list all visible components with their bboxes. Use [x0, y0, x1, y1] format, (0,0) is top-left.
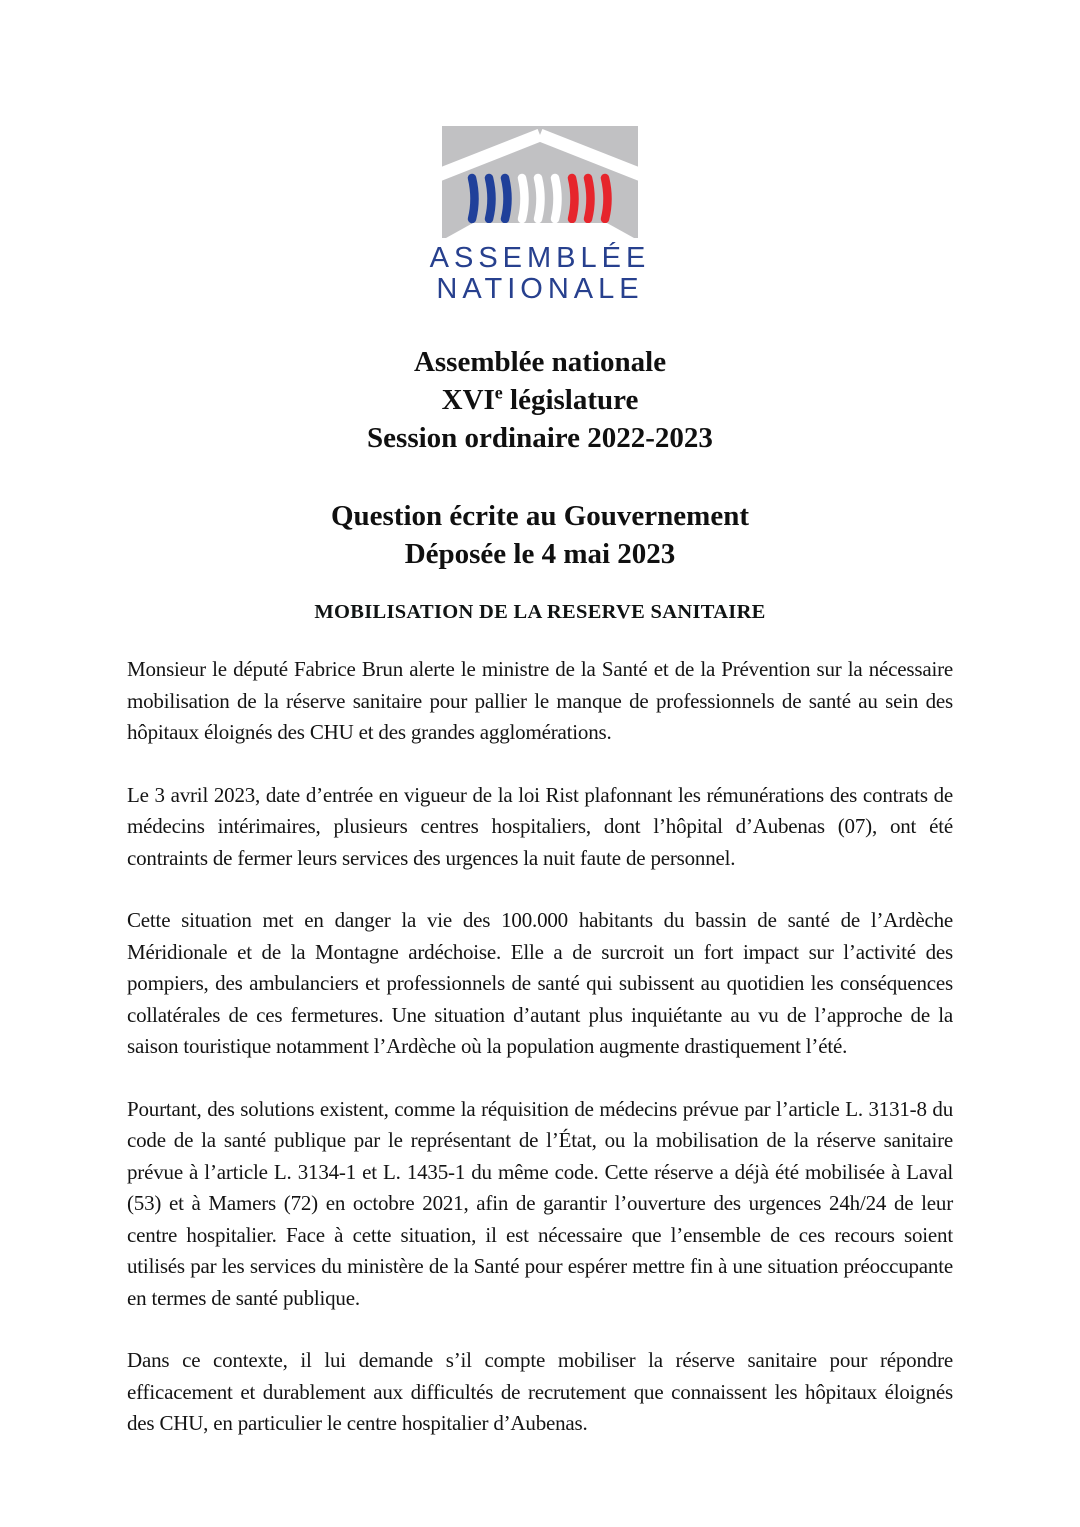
logo-wordmark — [0, 243, 1080, 305]
question-date: Déposée le 4 mai 2023 — [404, 538, 676, 570]
legislature-number: XVI — [441, 384, 495, 416]
paragraph-3: Cette situation met en danger la vie des 100.000 habitants du bassin de santé de l’Ardèche Méridionale et de la Montagne ardéchoise. Elle a de surcroit un fort impact sur l’activité des pompiers, des ambulanciers et professionnels de santé qui subissent au quotidien les conséquences collatérales de ces fermetures. Une situation d’autant plus inquiétante au vu de l’approche de la saison touristique notamment l’Ardèche où la population augmente drastiquement l’été. — [127, 908, 953, 1058]
header-institution: Assemblée nationale — [413, 346, 667, 378]
legislature-ordinal-sup: e — [494, 382, 503, 403]
paragraph-2: Le 3 avril 2023, date d’entrée en vigueur de la loi Rist plafonnant les rémunérations des contrats de médecins intérimaires, plusieurs centres hospitaliers, dont l’hôpital d’Aubenas (07), ont été contraints de fermer leurs services des urgences la nuit faute de personnel. — [127, 782, 953, 870]
header-legislature — [0, 381, 1080, 419]
question-type: Question écrite au Gouvernement — [330, 500, 749, 532]
legislature-label: législature — [502, 384, 639, 416]
paragraph-4: Pourtant, des solutions existent, comme la réquisition de médecins prévue par l’article L. 3131-8 du code de la santé publique par le représentant de l’État, ou la mobilisation de la réserve sanitaire prévue à l’article L. 3134-1 et L. 1435-1 du même code. Cette réserve a déjà été mobilisée à Laval (53) et à Mamers (72) en octobre 2021, afin de garantir l’ouverture des urgences 24h/24 de leur centre hospitalier. Face à cette situation, il est nécessaire que l’ensemble de ces recours soient utilisés par les services du ministère de la Santé pour espérer mettre fin à une situation préoccupante en termes de santé publique. — [127, 1096, 953, 1310]
paragraph-1: Monsieur le député Fabrice Brun alerte le ministre de la Santé et de la Prévention sur la nécessaire mobilisation de la réserve sanitaire pour pallier le manque de professionnels de santé au sein des hôpitaux éloignés des CHU et des grandes agglomérations. — [127, 657, 953, 744]
header-session: Session ordinaire 2022-2023 — [367, 422, 713, 454]
question-body — [127, 654, 953, 1440]
logo-wordmark-line1: ASSEMBLÉE — [429, 242, 651, 274]
logo-wordmark-line2: NATIONALE — [436, 273, 644, 305]
document-header — [0, 343, 1080, 457]
subject-heading: MOBILISATION DE LA RESERVE SANITAIRE — [314, 601, 766, 623]
paragraph-5: Dans ce contexte, il lui demande s’il compte mobiliser la réserve sanitaire pour répondre efficacement et durablement aux difficultés de recrutement que connaissent les hôpitaux éloignés des CHU, en particulier le centre hospitalier d’Aubenas. — [127, 1348, 953, 1435]
assemblee-nationale-logo — [0, 0, 1080, 305]
assemblee-nationale-emblem-icon — [442, 126, 638, 238]
question-title — [0, 497, 1080, 573]
